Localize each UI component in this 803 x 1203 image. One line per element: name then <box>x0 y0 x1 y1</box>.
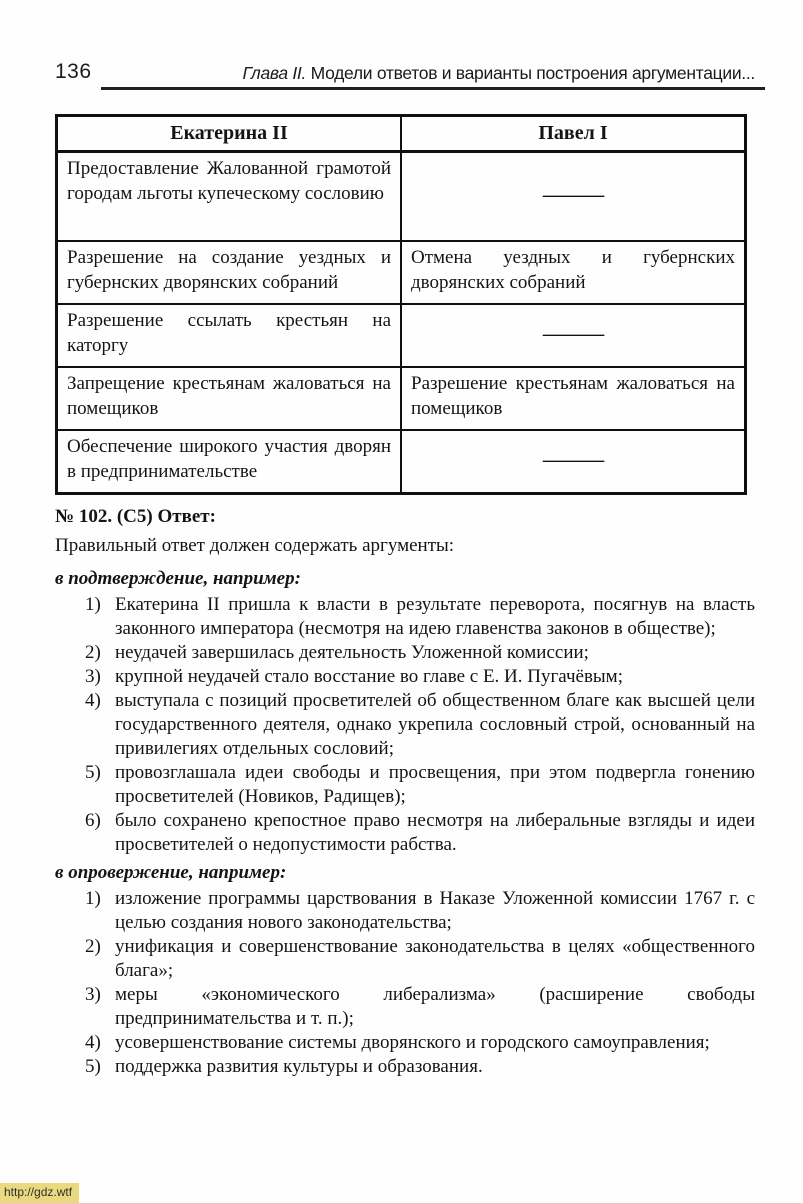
item-number: 3) <box>85 666 101 687</box>
column-header-pavel: Павел I <box>401 116 746 152</box>
item-text: поддержка развития культуры и образования. <box>115 1056 483 1077</box>
item-text: унификация и совершенствование законодательства в целях «общественного блага»; <box>115 936 755 981</box>
table-row <box>57 241 746 304</box>
item-number: 1) <box>85 888 101 909</box>
item-number: 4) <box>85 690 101 711</box>
header-rule <box>101 87 765 90</box>
cell-ekaterina: Предоставление Жалованной грамотой городам льготы купеческому сословию <box>57 152 402 242</box>
cell-ekaterina: Запрещение крестьянам жаловаться на помещиков <box>57 367 402 430</box>
list-item <box>55 1055 755 1079</box>
cell-pavel: Разрешение крестьянам жаловаться на помещиков <box>401 367 746 430</box>
item-number: 4) <box>85 1032 101 1053</box>
item-number: 6) <box>85 810 101 831</box>
table-row <box>57 430 746 494</box>
item-text: меры «экономического либерализма» (расширение свободы предпринимательства и т. п.); <box>115 984 755 1029</box>
item-text: провозглашала идеи свободы и просвещения, при этом подвергла гонению просветителей (Новиков, Радищев); <box>115 762 755 807</box>
item-text: Екатерина II пришла к власти в результате переворота, посягнув на власть законного императора (несмотря на идею главенства законов в обществе); <box>115 594 755 639</box>
list-item <box>55 887 755 935</box>
column-header-ekaterina: Екатерина II <box>57 116 402 152</box>
list-item <box>55 593 755 641</box>
chapter-name: Модели ответов и варианты построения аргументации... <box>306 63 755 83</box>
item-number: 5) <box>85 1056 101 1077</box>
section-title-refute: в опровержение, например: <box>55 862 287 883</box>
item-number: 1) <box>85 594 101 615</box>
refute-arguments-list <box>55 887 755 1079</box>
cell-pavel-empty <box>401 152 746 242</box>
answer-block <box>55 505 755 1079</box>
table-row <box>57 152 746 242</box>
list-item <box>55 983 755 1031</box>
item-text: было сохранено крепостное право несмотря на либеральные взгляды и идеи просветителей о недопустимости рабства. <box>115 810 755 855</box>
item-number: 3) <box>85 984 101 1005</box>
list-item <box>55 689 755 761</box>
page-number: 136 <box>55 60 92 83</box>
running-head <box>55 60 755 84</box>
cell-pavel: Отмена уездных и губернских дворянских собраний <box>401 241 746 304</box>
task-heading: № 102. (С5) Ответ: <box>55 506 216 527</box>
item-number: 5) <box>85 762 101 783</box>
table-header-row <box>57 116 746 152</box>
table-row <box>57 367 746 430</box>
list-item <box>55 761 755 809</box>
cell-ekaterina: Обеспечение широкого участия дворян в предпринимательстве <box>57 430 402 494</box>
table-row <box>57 304 746 367</box>
list-item <box>55 1031 755 1055</box>
item-text: крупной неудачей стало восстание во главе с Е. И. Пугачёвым; <box>115 666 623 687</box>
dash-placeholder: — <box>542 323 604 345</box>
item-text: выступала с позиций просветителей об общественном благе как высшей цели государственного деятеля, однако укрепила сословный строй, основанный на привилегиях отдельных сословий; <box>115 690 755 759</box>
dash-placeholder: — <box>542 184 604 206</box>
dash-placeholder: — <box>542 449 604 471</box>
chapter-number: Глава II. <box>242 63 307 83</box>
watermark-link[interactable]: http://gdz.wtf <box>0 1183 79 1203</box>
answer-intro: Правильный ответ должен содержать аргументы: <box>55 535 455 556</box>
list-item <box>55 641 755 665</box>
section-title-confirm: в подтверждение, например: <box>55 568 301 589</box>
cell-ekaterina: Разрешение на создание уездных и губернских дворянских собраний <box>57 241 402 304</box>
confirm-arguments-list <box>55 593 755 857</box>
comparison-table <box>55 114 747 495</box>
cell-pavel-empty <box>401 430 746 494</box>
chapter-title <box>242 63 755 84</box>
item-text: усовершенствование системы дворянского и городского самоуправления; <box>115 1032 710 1053</box>
list-item <box>55 935 755 983</box>
item-number: 2) <box>85 936 101 957</box>
item-text: изложение программы царствования в Наказе Уложенной комиссии 1767 г. с целью создания нового законодательства; <box>115 888 755 933</box>
item-text: неудачей завершилась деятельность Уложенной комиссии; <box>115 642 589 663</box>
list-item <box>55 809 755 857</box>
page-content <box>55 0 755 1081</box>
list-item <box>55 665 755 689</box>
cell-ekaterina: Разрешение ссылать крестьян на каторгу <box>57 304 402 367</box>
item-number: 2) <box>85 642 101 663</box>
cell-pavel-empty <box>401 304 746 367</box>
